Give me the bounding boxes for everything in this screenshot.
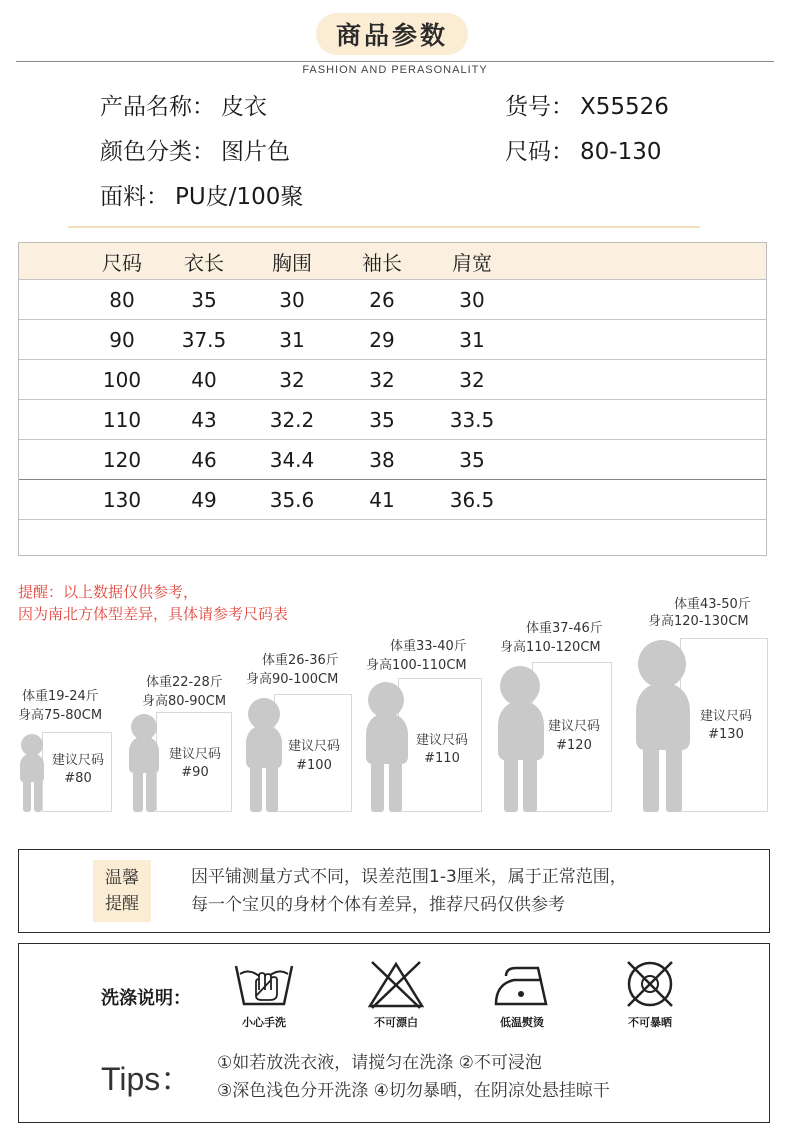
table-cell: 33.5	[449, 408, 495, 432]
wash-symbol	[607, 958, 693, 1030]
weight-range: 体重19-24斤	[22, 689, 99, 704]
suggested-size-label: 建议尺码	[415, 733, 468, 748]
table-header-cell: 尺码	[102, 251, 142, 275]
page-title: 商品参数	[316, 13, 468, 55]
table-cell: 32	[279, 368, 305, 392]
table-cell: 130	[102, 488, 142, 512]
table-cell: 32.2	[269, 408, 315, 432]
tips-line: ①如若放洗衣液，请搅匀在洗涤 ②不可浸泡	[217, 1053, 542, 1073]
table-cell: 35	[369, 408, 395, 432]
child-silhouette	[20, 754, 44, 782]
table-cell: 46	[191, 448, 217, 472]
child-silhouette	[643, 746, 659, 812]
warm-tip-line: 每一个宝贝的身材个体有差异，推荐尺码仅供参考	[191, 895, 565, 915]
param-value: 80-130	[580, 139, 662, 165]
wash-instructions-box	[18, 943, 770, 1123]
size-guide-card	[364, 638, 486, 814]
child-silhouette	[133, 770, 143, 812]
param-sku	[505, 88, 669, 121]
param-size-range	[505, 133, 661, 166]
table-cell: 34.4	[269, 448, 315, 472]
child-silhouette	[371, 760, 384, 812]
warm-tip-tag	[93, 860, 151, 922]
table-cell: 38	[369, 448, 395, 472]
wash-symbol-label: 不可暴晒	[628, 1016, 672, 1029]
table-cell: 43	[191, 408, 217, 432]
param-product-name	[100, 88, 267, 121]
weight-range: 体重37-46斤	[526, 621, 603, 636]
wash-symbol	[353, 958, 439, 1030]
size-guide-card	[18, 688, 118, 814]
wash-symbol	[479, 958, 565, 1030]
notice-line: 因为南北方体型差异，具体请参考尺码表	[18, 605, 289, 623]
table-header-cell: 肩宽	[452, 251, 492, 275]
table-header-cell: 衣长	[184, 251, 224, 275]
weight-range: 体重22-28斤	[146, 675, 223, 690]
height-range: 身高90-100CM	[246, 672, 339, 687]
height-range: 身高100-110CM	[366, 658, 467, 673]
height-range: 身高110-120CM	[500, 640, 601, 655]
no-bleach-icon	[364, 958, 428, 1010]
wash-title: 洗涤说明：	[101, 988, 191, 1009]
table-row	[19, 439, 766, 479]
suggested-size: #80	[64, 771, 92, 786]
table-row	[19, 399, 766, 439]
suggested-size: #120	[556, 738, 592, 753]
warm-tip-tag-line: 温馨	[105, 868, 139, 888]
suggested-size-label: 建议尺码	[699, 709, 752, 724]
header-divider	[16, 61, 774, 62]
weight-range: 体重43-50斤	[674, 597, 751, 612]
size-guide-card	[244, 652, 356, 814]
param-label: 面料：	[100, 184, 169, 210]
suggested-size-label: 建议尺码	[287, 739, 340, 754]
child-silhouette	[638, 640, 686, 688]
param-fabric	[100, 178, 303, 211]
size-guide-card	[128, 674, 236, 814]
table-cell: 41	[369, 488, 395, 512]
table-row	[19, 279, 766, 319]
table-cell: 110	[102, 408, 142, 432]
child-silhouette	[504, 756, 518, 812]
table-cell: 100	[102, 368, 142, 392]
table-cell: 35	[459, 448, 485, 472]
warm-tip-line: 因平铺测量方式不同，误差范围1-3厘米，属于正常范围，	[191, 867, 627, 887]
child-silhouette	[23, 780, 31, 812]
warm-tip-box	[18, 849, 770, 933]
height-range: 身高120-130CM	[648, 614, 749, 629]
table-row	[19, 359, 766, 399]
param-value: 图片色	[221, 139, 290, 165]
wash-symbol-label: 不可漂白	[374, 1016, 418, 1029]
size-guide-card	[634, 596, 772, 814]
notice-line: 提醒：以上数据仅供参考，	[18, 583, 199, 601]
wash-symbol-label: 低温熨烫	[500, 1016, 544, 1029]
table-cell: 30	[459, 288, 485, 312]
weight-range: 体重26-36斤	[262, 653, 339, 668]
child-silhouette	[129, 737, 159, 773]
child-silhouette	[146, 770, 156, 812]
param-label: 颜色分类：	[100, 139, 215, 165]
wash-symbol	[221, 958, 307, 1030]
table-row	[19, 479, 766, 519]
table-row	[19, 319, 766, 359]
table-cell: 29	[369, 328, 395, 352]
table-cell: 37.5	[181, 328, 227, 352]
table-cell: 120	[102, 448, 142, 472]
table-cell: 26	[369, 288, 395, 312]
table-cell: 35	[191, 288, 217, 312]
warm-tip-tag-line: 提醒	[105, 894, 139, 914]
suggested-size: #90	[181, 765, 209, 780]
suggested-size: #130	[708, 727, 744, 742]
child-silhouette	[34, 780, 42, 812]
suggested-size-label: 建议尺码	[51, 753, 104, 768]
child-silhouette	[368, 682, 404, 718]
param-value: PU皮/100聚	[175, 184, 304, 210]
size-table	[18, 242, 767, 556]
child-silhouette	[250, 764, 262, 812]
warm-tip-text	[191, 863, 627, 919]
table-cell: 90	[109, 328, 135, 352]
wash-symbol-label: 小心手洗	[242, 1016, 286, 1029]
param-label: 产品名称：	[100, 94, 215, 120]
child-silhouette	[523, 756, 537, 812]
tips-label: Tips：	[101, 1061, 193, 1097]
height-range: 身高80-90CM	[142, 694, 227, 709]
low-iron-icon	[490, 958, 554, 1010]
table-cell: 32	[369, 368, 395, 392]
param-value: 皮衣	[221, 94, 267, 120]
param-label: 货号：	[505, 94, 574, 120]
table-cell: 30	[279, 288, 305, 312]
table-cell: 80	[109, 288, 135, 312]
suggested-size: #100	[296, 758, 332, 773]
table-cell: 40	[191, 368, 217, 392]
table-header-cell: 袖长	[362, 251, 402, 275]
param-label: 尺码：	[505, 139, 574, 165]
table-cell: 35.6	[269, 488, 315, 512]
child-silhouette	[500, 666, 540, 706]
table-cell: 31	[459, 328, 485, 352]
suggested-size: #110	[424, 751, 460, 766]
param-value: X55526	[580, 94, 669, 120]
hand-wash-icon	[232, 958, 296, 1010]
no-sun-dry-icon	[618, 958, 682, 1010]
weight-range: 体重33-40斤	[390, 639, 467, 654]
suggested-size-label: 建议尺码	[168, 747, 221, 762]
child-silhouette	[666, 746, 682, 812]
size-guide-card	[496, 620, 618, 814]
param-color	[100, 133, 290, 166]
params-divider	[68, 226, 700, 228]
table-cell: 32	[459, 368, 485, 392]
page-subtitle: FASHION AND PERASONALITY	[302, 64, 488, 76]
tips-line: ③深色浅色分开洗涤 ④切勿暴晒，在阴凉处悬挂晾干	[217, 1081, 610, 1101]
height-range: 身高75-80CM	[18, 708, 103, 723]
table-header-row	[19, 243, 766, 279]
table-cell: 49	[191, 488, 217, 512]
suggested-size-label: 建议尺码	[547, 719, 600, 734]
table-cell: 36.5	[449, 488, 495, 512]
table-header-cell: 胸围	[272, 251, 312, 275]
child-silhouette	[21, 734, 43, 756]
table-cell: 31	[279, 328, 305, 352]
table-row	[19, 519, 766, 556]
